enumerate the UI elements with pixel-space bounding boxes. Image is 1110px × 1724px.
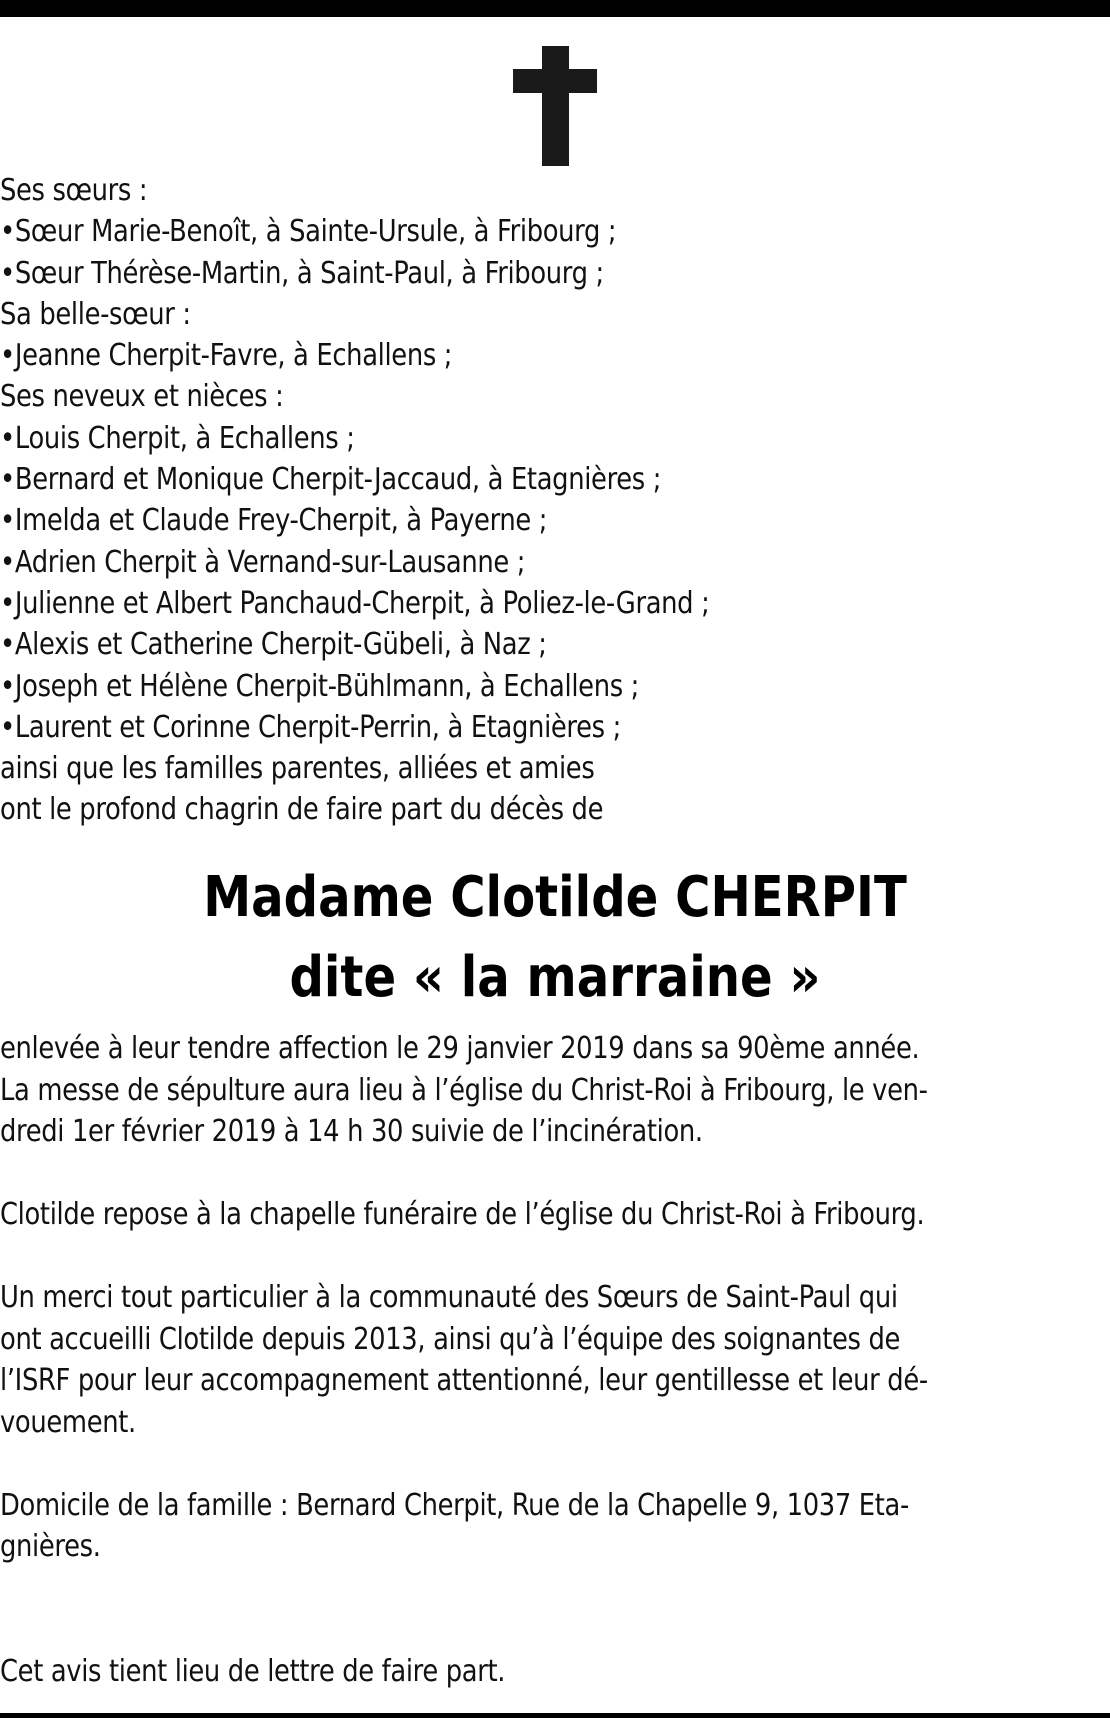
list-item: •Sœur Thérèse-Martin, à Saint-Paul, à Fribourg ; [0,255,604,291]
list-item: •Louis Cherpit, à Echallens ; [0,420,355,456]
list-item: •Sœur Marie-Benoît, à Sainte-Ursule, à Fribourg ; [0,214,617,250]
latin-cross-icon [513,46,597,166]
details-text: enlevée à leur tendre affection le 29 janvier 2019 dans sa 90ème année. [0,1031,920,1066]
intro-text: ont le profond chagrin de faire part du décès de [0,792,604,828]
deceased-name: Madame Clotilde CHERPIT [203,865,907,930]
family-list [0,170,1110,831]
details-text: La messe de sépulture aura lieu à l’église du Christ-Roi à Fribourg, le ven- [0,1072,928,1108]
list-item: •Alexis et Catherine Cherpit-Gübeli, à Naz ; [0,627,547,663]
deceased-name-title [0,858,1110,1018]
list-item: •Adrien Cherpit à Vernand-sur-Lausanne ; [0,544,526,580]
intro-text: ainsi que les familles parentes, alliées et amies [0,751,595,787]
list-item: •Joseph et Hélène Cherpit-Bühlmann, à Echallens ; [0,668,640,704]
list-item: •Jeanne Cherpit-Favre, à Echallens ; [0,338,453,374]
deceased-nickname: dite « la marraine » [289,945,821,1010]
list-item: •Julienne et Albert Panchaud-Cherpit, à Poliez-le-Grand ; [0,585,710,621]
notice-details [0,1028,1110,1692]
bottom-border-rule [0,1713,1110,1718]
thanks-text: vouement. [0,1404,136,1440]
top-border-rule [0,0,1110,17]
family-address: Domicile de la famille : Bernard Cherpit, Rue de la Chapelle 9, 1037 Eta- [0,1487,909,1523]
thanks-text: ont accueilli Clotilde depuis 2013, ainsi qu’à l’équipe des soignantes de [0,1321,901,1357]
family-address: gnières. [0,1529,101,1564]
heading-sisters: Ses sœurs : [0,173,148,208]
list-item: •Laurent et Corinne Cherpit-Perrin, à Etagnières ; [0,709,621,745]
list-item: •Bernard et Monique Cherpit-Jaccaud, à Etagnières ; [0,462,662,498]
list-item: •Imelda et Claude Frey-Cherpit, à Payerne ; [0,503,548,539]
thanks-text: Un merci tout particulier à la communauté des Sœurs de Saint-Paul qui [0,1280,898,1315]
details-text: dredi 1er février 2019 à 14 h 30 suivie de l’incinération. [0,1114,703,1149]
thanks-text: l’ISRF pour leur accompagnement attentionné, leur gentillesse et leur dé- [0,1363,928,1398]
details-text: Clotilde repose à la chapelle funéraire de l’église du Christ-Roi à Fribourg. [0,1197,925,1232]
closing-note: Cet avis tient lieu de lettre de faire part. [0,1653,506,1689]
heading-nephews-nieces: Ses neveux et nièces : [0,379,284,415]
heading-sister-in-law: Sa belle-sœur : [0,296,191,332]
